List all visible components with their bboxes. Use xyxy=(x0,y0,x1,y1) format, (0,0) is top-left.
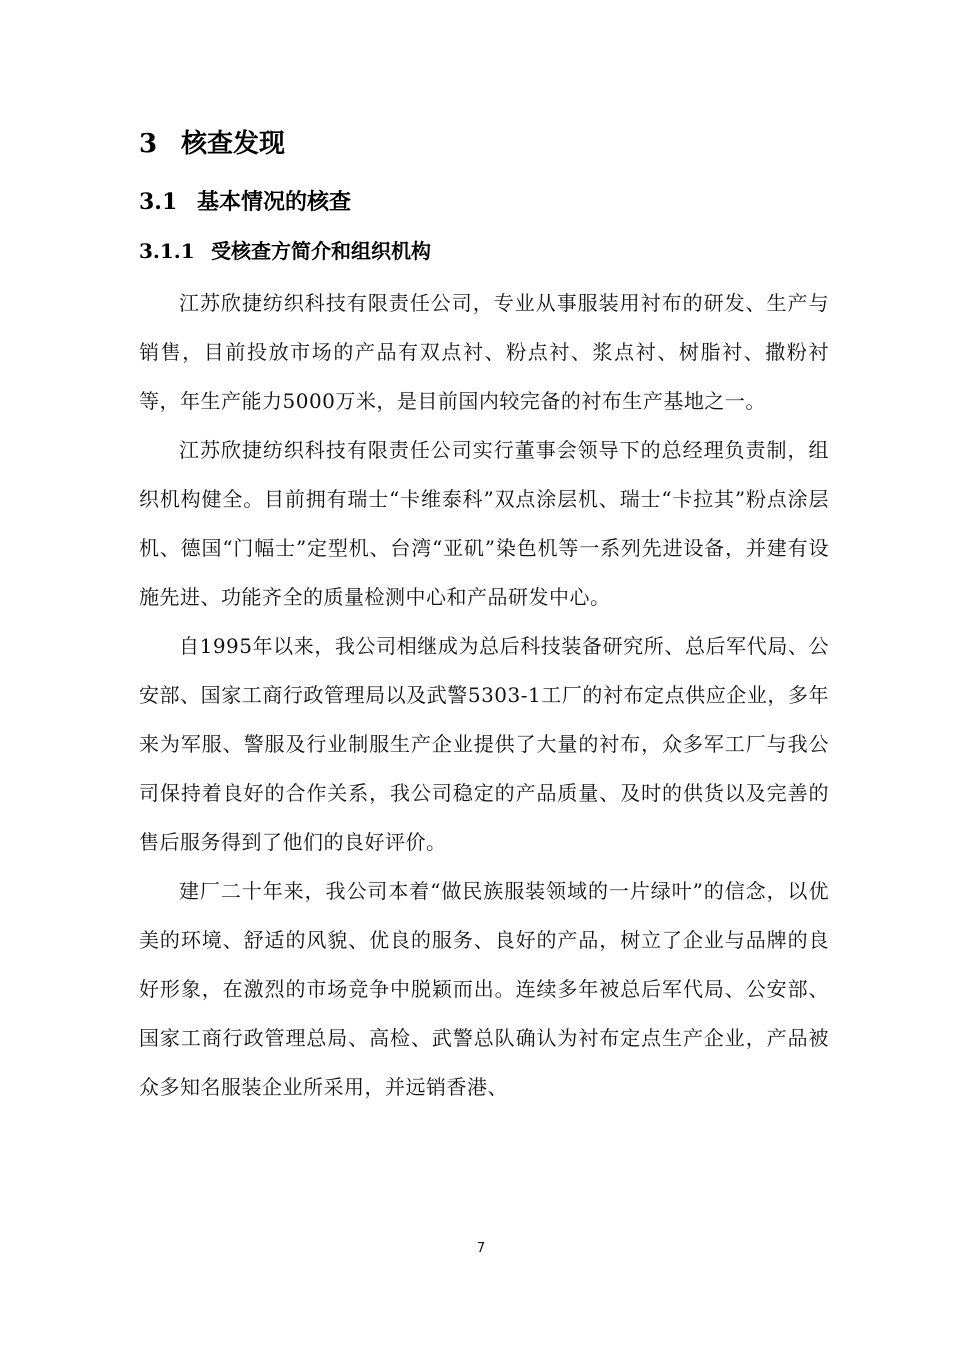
paragraph-history: 自1995年以来，我公司相继成为总后科技装备研究所、总后军代局、公安部、国家工商行政管理局以及武警5303-1工厂的衬布定点供应企业，多年来为军服、警服及行业制服生产企业提供了大量的衬布，众多军工厂与我公司保持着良好的合作关系，我公司稳定的产品质量、及时的供货以及完善的售后服务得到了他们的良好评价。 xyxy=(139,634,829,854)
paragraph-organization: 江苏欣捷纺织科技有限责任公司实行董事会领导下的总经理负责制，组织机构健全。目前拥有瑞士“卡维泰科”双点涂层机、瑞士“卡拉其”粉点涂层机、德国“门幅士”定型机、台湾“亚矶”染色机等一系列先进设备，并建有设施先进、功能齐全的质量检测中心和产品研发中心。 xyxy=(139,438,829,609)
subsubsection-title: 受核查方简介和组织机构 xyxy=(211,239,431,263)
section-number: 3 xyxy=(139,129,158,159)
subsubsection-number: 3.1.1 xyxy=(139,239,195,263)
section-title: 核查发现 xyxy=(181,129,286,159)
subsection-number: 3.1 xyxy=(139,189,178,215)
paragraph-reputation: 建厂二十年来，我公司本着“做民族服装领域的一片绿叶”的信念，以优美的环境、舒适的风貌、优良的服务、良好的产品，树立了企业与品牌的良好形象，在激烈的市场竞争中脱颖而出。连续多年被总后军代局、公安部、国家工商行政管理总局、高检、武警总队确认为衬布定点生产企业，产品被众多知名服装企业所采用，并远销香港、 xyxy=(139,879,829,1099)
page-number: 7 xyxy=(476,1241,486,1256)
subsubsection-heading xyxy=(139,234,431,268)
subsection-title: 基本情况的核查 xyxy=(197,189,352,215)
paragraph-company-profile: 江苏欣捷纺织科技有限责任公司，专业从事服装用衬布的研发、生产与销售，目前投放市场的产品有双点衬、粉点衬、浆点衬、树脂衬、撒粉衬等，年生产能力5000万米，是目前国内较完备的衬布生产基地之一。 xyxy=(139,291,829,413)
subsection-heading xyxy=(139,184,351,220)
body-text xyxy=(139,279,829,1112)
section-heading xyxy=(139,124,285,164)
